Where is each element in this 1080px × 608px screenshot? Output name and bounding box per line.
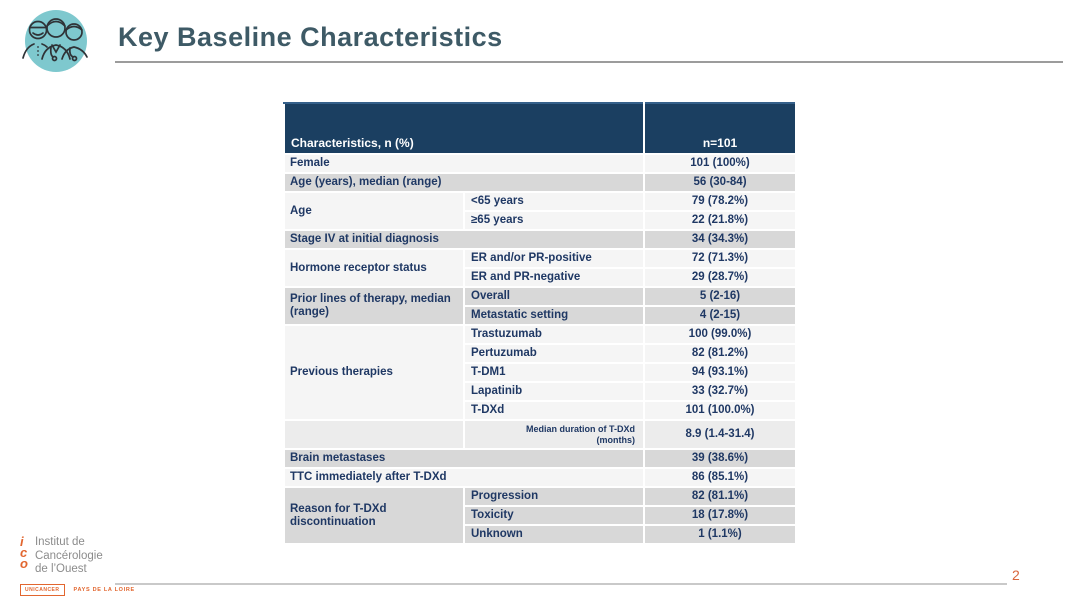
table-row [284,249,796,268]
row-sublabel: <65 years [464,192,644,211]
baseline-characteristics-table [283,102,795,545]
row-sublabel: Median duration of T-DXd (months) [464,420,644,449]
row-value: 101 (100.0%) [644,401,796,420]
row-label: Stage IV at initial diagnosis [284,230,644,249]
table-row [284,325,796,344]
table-header-row [284,103,796,154]
table-row [284,468,796,487]
row-sublabel: Progression [464,487,644,506]
logo-line-1: Institut de [34,536,85,548]
header-n: n=101 [644,103,796,154]
footer-divider [115,583,1007,585]
table-row [284,154,796,173]
row-sublabel: ER and PR-negative [464,268,644,287]
unicancer-badge: UNICANCER [20,584,65,596]
row-sublabel: Lapatinib [464,382,644,401]
row-sublabel: ER and/or PR-positive [464,249,644,268]
row-value: 82 (81.2%) [644,344,796,363]
row-value: 22 (21.8%) [644,211,796,230]
table-row [284,230,796,249]
row-value: 1 (1.1%) [644,525,796,544]
row-value: 86 (85.1%) [644,468,796,487]
row-sublabel: Pertuzumab [464,344,644,363]
row-value: 8.9 (1.4-31.4) [644,420,796,449]
table-row [284,192,796,211]
table-row [284,449,796,468]
logo-line-2: Cancérologie [34,549,103,562]
header-characteristics: Characteristics, n (%) [284,103,644,154]
ico-logo-mark [20,534,28,572]
group-label: Prior lines of therapy, median (range) [284,287,464,325]
ico-letter-o: o [20,556,28,572]
ico-logo [20,536,103,577]
unicancer-row [20,584,135,596]
row-sublabel: Overall [464,287,644,306]
row-value: 72 (71.3%) [644,249,796,268]
table-row [284,173,796,192]
row-value: 100 (99.0%) [644,325,796,344]
row-value: 5 (2-16) [644,287,796,306]
ico-logo-text [35,536,103,577]
row-label: Age (years), median (range) [284,173,644,192]
group-label: Reason for T-DXd discontinuation [284,487,464,544]
title-divider [115,61,1063,63]
row-sublabel: Toxicity [464,506,644,525]
group-label: Previous therapies [284,325,464,420]
row-value: 56 (30-84) [644,173,796,192]
page-title: Key Baseline Characteristics [118,22,503,52]
row-value: 39 (38.6%) [644,449,796,468]
medical-team-icon [17,6,93,78]
row-sublabel: ≥65 years [464,211,644,230]
group-label: Hormone receptor status [284,249,464,287]
table-row [284,420,796,449]
empty-cell [284,420,464,449]
region-label: PAYS DE LA LOIRE [73,587,135,593]
row-sublabel: Metastatic setting [464,306,644,325]
characteristics-table [283,102,797,545]
table-row [284,487,796,506]
row-value: 82 (81.1%) [644,487,796,506]
row-sublabel: T-DM1 [464,363,644,382]
row-label: TTC immediately after T-DXd [284,468,644,487]
row-value: 34 (34.3%) [644,230,796,249]
row-sublabel: Unknown [464,525,644,544]
table-row [284,287,796,306]
page-number: 2 [1012,567,1020,583]
group-label: Age [284,192,464,230]
row-sublabel: Trastuzumab [464,325,644,344]
row-value: 18 (17.8%) [644,506,796,525]
row-value: 33 (32.7%) [644,382,796,401]
row-value: 101 (100%) [644,154,796,173]
row-label: Female [284,154,644,173]
row-value: 79 (78.2%) [644,192,796,211]
ico-letter-c: c [20,545,28,561]
row-value: 29 (28.7%) [644,268,796,287]
ico-letter-i: i [20,534,24,549]
logo-line-3: de l’Ouest [34,563,87,576]
row-value: 94 (93.1%) [644,363,796,382]
row-sublabel: T-DXd [464,401,644,420]
row-label: Brain metastases [284,449,644,468]
row-value: 4 (2-15) [644,306,796,325]
